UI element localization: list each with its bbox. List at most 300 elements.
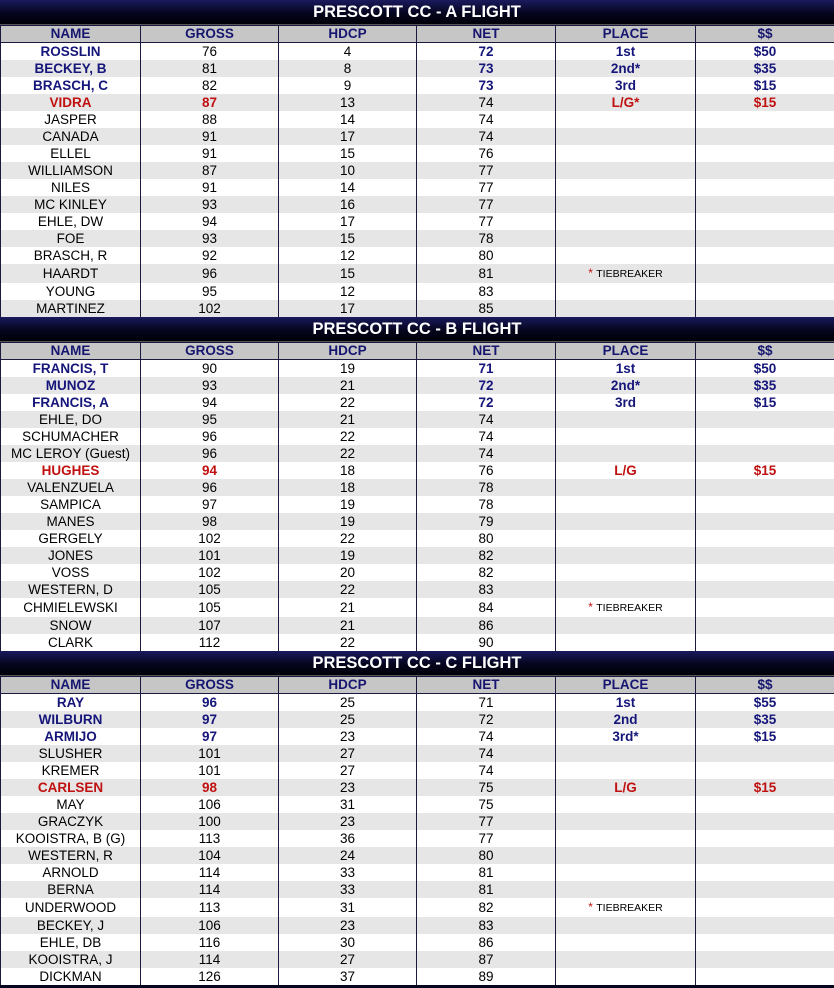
- name-cell: CLARK: [1, 634, 141, 651]
- gross-cell: 98: [141, 513, 279, 530]
- table-row: [1, 830, 834, 847]
- table-row: [1, 779, 834, 796]
- place-cell: [556, 864, 696, 881]
- table-row: [1, 230, 834, 247]
- hdcp-cell: 23: [279, 917, 417, 934]
- name-cell: SAMPICA: [1, 496, 141, 513]
- gross-cell: 114: [141, 881, 279, 898]
- name-cell: HUGHES: [1, 462, 141, 479]
- place-cell: L/G: [556, 462, 696, 479]
- hdcp-cell: 30: [279, 934, 417, 951]
- money-cell: [696, 530, 834, 547]
- place-cell: 3rd*: [556, 728, 696, 745]
- hdcp-cell: 19: [279, 496, 417, 513]
- money-cell: [696, 564, 834, 581]
- flight-section: [0, 317, 834, 651]
- place-cell: [556, 128, 696, 145]
- gross-cell: 97: [141, 728, 279, 745]
- table-row: [1, 762, 834, 779]
- net-cell: 89: [417, 968, 556, 985]
- place-cell: [556, 162, 696, 179]
- tiebreaker-label: TIEBREAKER: [596, 602, 663, 614]
- hdcp-cell: 23: [279, 779, 417, 796]
- name-cell: SNOW: [1, 617, 141, 634]
- name-cell: BECKEY, J: [1, 917, 141, 934]
- gross-cell: 93: [141, 230, 279, 247]
- net-cell: 90: [417, 634, 556, 651]
- net-cell: 86: [417, 934, 556, 951]
- hdcp-cell: 21: [279, 598, 417, 617]
- net-cell: 80: [417, 530, 556, 547]
- money-cell: [696, 479, 834, 496]
- gross-cell: 105: [141, 581, 279, 598]
- net-cell: 83: [417, 917, 556, 934]
- money-cell: [696, 213, 834, 230]
- gross-cell: 112: [141, 634, 279, 651]
- table-row: [1, 934, 834, 951]
- money-cell: $35: [696, 60, 834, 77]
- table-row: [1, 513, 834, 530]
- net-cell: 77: [417, 213, 556, 230]
- net-cell: 75: [417, 796, 556, 813]
- money-cell: $15: [696, 77, 834, 94]
- net-cell: 75: [417, 779, 556, 796]
- table-row: [1, 564, 834, 581]
- place-cell: [556, 479, 696, 496]
- net-cell: 82: [417, 898, 556, 917]
- net-cell: 71: [417, 360, 556, 378]
- name-cell: WESTERN, D: [1, 581, 141, 598]
- name-cell: KOOISTRA, B (G): [1, 830, 141, 847]
- name-cell: BERNA: [1, 881, 141, 898]
- hdcp-cell: 10: [279, 162, 417, 179]
- money-cell: [696, 581, 834, 598]
- money-cell: $15: [696, 394, 834, 411]
- net-cell: 87: [417, 951, 556, 968]
- net-cell: 73: [417, 60, 556, 77]
- place-cell: [556, 247, 696, 264]
- place-cell: [556, 634, 696, 651]
- net-cell: 85: [417, 300, 556, 317]
- hdcp-cell: 12: [279, 283, 417, 300]
- place-cell: [556, 145, 696, 162]
- net-cell: 78: [417, 496, 556, 513]
- column-header-hdcp: HDCP: [279, 26, 417, 43]
- place-cell: [556, 898, 696, 917]
- gross-cell: 105: [141, 598, 279, 617]
- hdcp-cell: 14: [279, 111, 417, 128]
- name-cell: BECKEY, B: [1, 60, 141, 77]
- place-cell: 2nd: [556, 711, 696, 728]
- table-row: [1, 711, 834, 728]
- gross-cell: 94: [141, 394, 279, 411]
- hdcp-cell: 15: [279, 145, 417, 162]
- header-row: [1, 343, 834, 360]
- place-cell: L/G: [556, 779, 696, 796]
- gross-cell: 98: [141, 779, 279, 796]
- place-cell: [556, 951, 696, 968]
- net-cell: 74: [417, 762, 556, 779]
- table-row: [1, 128, 834, 145]
- net-cell: 74: [417, 111, 556, 128]
- name-cell: VIDRA: [1, 94, 141, 111]
- hdcp-cell: 22: [279, 394, 417, 411]
- name-cell: FRANCIS, T: [1, 360, 141, 378]
- name-cell: ELLEL: [1, 145, 141, 162]
- hdcp-cell: 16: [279, 196, 417, 213]
- money-cell: [696, 283, 834, 300]
- gross-cell: 96: [141, 428, 279, 445]
- hdcp-cell: 21: [279, 617, 417, 634]
- flight-section: [0, 651, 834, 985]
- gross-cell: 96: [141, 479, 279, 496]
- net-cell: 71: [417, 694, 556, 712]
- net-cell: 74: [417, 94, 556, 111]
- gross-cell: 113: [141, 898, 279, 917]
- gross-cell: 106: [141, 917, 279, 934]
- money-cell: [696, 128, 834, 145]
- name-cell: WILLIAMSON: [1, 162, 141, 179]
- gross-cell: 81: [141, 60, 279, 77]
- table-row: [1, 179, 834, 196]
- table-row: [1, 881, 834, 898]
- place-cell: 3rd: [556, 77, 696, 94]
- tiebreaker-label: TIEBREAKER: [596, 268, 663, 280]
- money-cell: [696, 745, 834, 762]
- name-cell: UNDERWOOD: [1, 898, 141, 917]
- place-cell: [556, 813, 696, 830]
- money-cell: [696, 968, 834, 985]
- name-cell: SCHUMACHER: [1, 428, 141, 445]
- hdcp-cell: 18: [279, 462, 417, 479]
- hdcp-cell: 27: [279, 762, 417, 779]
- name-cell: GERGELY: [1, 530, 141, 547]
- tiebreaker-note: [588, 902, 663, 914]
- gross-cell: 87: [141, 94, 279, 111]
- table-row: [1, 634, 834, 651]
- table-row: [1, 917, 834, 934]
- flight-title: PRESCOTT CC - A FLIGHT: [0, 0, 834, 25]
- hdcp-cell: 19: [279, 360, 417, 378]
- place-cell: [556, 881, 696, 898]
- name-cell: KREMER: [1, 762, 141, 779]
- place-cell: [556, 934, 696, 951]
- gross-cell: 102: [141, 530, 279, 547]
- net-cell: 73: [417, 77, 556, 94]
- table-row: [1, 547, 834, 564]
- hdcp-cell: 22: [279, 634, 417, 651]
- net-cell: 77: [417, 830, 556, 847]
- name-cell: MC KINLEY: [1, 196, 141, 213]
- money-cell: [696, 796, 834, 813]
- name-cell: DICKMAN: [1, 968, 141, 985]
- gross-cell: 93: [141, 377, 279, 394]
- money-cell: [696, 830, 834, 847]
- money-cell: [696, 598, 834, 617]
- gross-cell: 91: [141, 128, 279, 145]
- hdcp-cell: 22: [279, 445, 417, 462]
- hdcp-cell: 22: [279, 530, 417, 547]
- net-cell: 80: [417, 247, 556, 264]
- name-cell: WESTERN, R: [1, 847, 141, 864]
- place-cell: [556, 230, 696, 247]
- money-cell: $50: [696, 360, 834, 378]
- gross-cell: 102: [141, 300, 279, 317]
- net-cell: 81: [417, 881, 556, 898]
- hdcp-cell: 21: [279, 411, 417, 428]
- name-cell: MC LEROY (Guest): [1, 445, 141, 462]
- net-cell: 80: [417, 847, 556, 864]
- gross-cell: 94: [141, 462, 279, 479]
- table-row: [1, 300, 834, 317]
- gross-cell: 114: [141, 951, 279, 968]
- place-cell: [556, 445, 696, 462]
- net-cell: 84: [417, 598, 556, 617]
- table-row: [1, 479, 834, 496]
- place-cell: [556, 213, 696, 230]
- hdcp-cell: 4: [279, 43, 417, 61]
- money-cell: [696, 496, 834, 513]
- table-row: [1, 377, 834, 394]
- hdcp-cell: 23: [279, 813, 417, 830]
- money-cell: [696, 428, 834, 445]
- money-cell: $50: [696, 43, 834, 61]
- hdcp-cell: 20: [279, 564, 417, 581]
- gross-cell: 126: [141, 968, 279, 985]
- place-cell: [556, 847, 696, 864]
- net-cell: 81: [417, 864, 556, 881]
- money-cell: $15: [696, 94, 834, 111]
- table-row: [1, 94, 834, 111]
- name-cell: VALENZUELA: [1, 479, 141, 496]
- column-header-net: NET: [417, 677, 556, 694]
- tiebreaker-note: [588, 268, 663, 280]
- gross-cell: 96: [141, 694, 279, 712]
- place-cell: [556, 617, 696, 634]
- place-cell: L/G*: [556, 94, 696, 111]
- money-cell: [696, 247, 834, 264]
- column-header-money: $$: [696, 343, 834, 360]
- money-cell: $35: [696, 711, 834, 728]
- table-row: [1, 745, 834, 762]
- net-cell: 83: [417, 581, 556, 598]
- net-cell: 81: [417, 264, 556, 283]
- money-cell: [696, 179, 834, 196]
- hdcp-cell: 37: [279, 968, 417, 985]
- money-cell: [696, 300, 834, 317]
- net-cell: 77: [417, 179, 556, 196]
- hdcp-cell: 17: [279, 213, 417, 230]
- gross-cell: 106: [141, 796, 279, 813]
- gross-cell: 91: [141, 145, 279, 162]
- column-header-net: NET: [417, 343, 556, 360]
- table-row: [1, 264, 834, 283]
- place-cell: [556, 283, 696, 300]
- name-cell: CHMIELEWSKI: [1, 598, 141, 617]
- tiebreaker-label: TIEBREAKER: [596, 902, 663, 914]
- place-cell: [556, 581, 696, 598]
- place-cell: 3rd: [556, 394, 696, 411]
- table-row: [1, 162, 834, 179]
- gross-cell: 97: [141, 711, 279, 728]
- flight-title: PRESCOTT CC - B FLIGHT: [0, 317, 834, 342]
- table-row: [1, 813, 834, 830]
- asterisk-icon: *: [588, 900, 596, 914]
- hdcp-cell: 27: [279, 951, 417, 968]
- asterisk-icon: *: [588, 266, 596, 280]
- name-cell: BRASCH, R: [1, 247, 141, 264]
- money-cell: [696, 513, 834, 530]
- table-row: [1, 728, 834, 745]
- money-cell: [696, 547, 834, 564]
- column-header-money: $$: [696, 677, 834, 694]
- hdcp-cell: 24: [279, 847, 417, 864]
- column-header-name: NAME: [1, 343, 141, 360]
- name-cell: BRASCH, C: [1, 77, 141, 94]
- net-cell: 77: [417, 813, 556, 830]
- gross-cell: 104: [141, 847, 279, 864]
- gross-cell: 100: [141, 813, 279, 830]
- table-row: [1, 77, 834, 94]
- column-header-hdcp: HDCP: [279, 677, 417, 694]
- name-cell: JASPER: [1, 111, 141, 128]
- table-row: [1, 898, 834, 917]
- place-cell: [556, 762, 696, 779]
- flight-section: [0, 0, 834, 317]
- name-cell: CARLSEN: [1, 779, 141, 796]
- place-cell: [556, 917, 696, 934]
- money-cell: [696, 917, 834, 934]
- table-row: [1, 462, 834, 479]
- gross-cell: 95: [141, 283, 279, 300]
- table-row: [1, 598, 834, 617]
- table-row: [1, 360, 834, 378]
- gross-cell: 101: [141, 745, 279, 762]
- name-cell: MAY: [1, 796, 141, 813]
- gross-cell: 96: [141, 445, 279, 462]
- name-cell: MANES: [1, 513, 141, 530]
- place-cell: [556, 411, 696, 428]
- table-row: [1, 111, 834, 128]
- money-cell: [696, 951, 834, 968]
- header-row: [1, 26, 834, 43]
- gross-cell: 91: [141, 179, 279, 196]
- money-cell: [696, 864, 834, 881]
- name-cell: CANADA: [1, 128, 141, 145]
- column-header-gross: GROSS: [141, 26, 279, 43]
- hdcp-cell: 27: [279, 745, 417, 762]
- hdcp-cell: 15: [279, 264, 417, 283]
- table-row: [1, 847, 834, 864]
- gross-cell: 114: [141, 864, 279, 881]
- gross-cell: 90: [141, 360, 279, 378]
- money-cell: $15: [696, 728, 834, 745]
- gross-cell: 92: [141, 247, 279, 264]
- net-cell: 86: [417, 617, 556, 634]
- table-row: [1, 496, 834, 513]
- gross-cell: 82: [141, 77, 279, 94]
- header-row: [1, 677, 834, 694]
- net-cell: 74: [417, 128, 556, 145]
- table-row: [1, 213, 834, 230]
- place-cell: [556, 264, 696, 283]
- gross-cell: 94: [141, 213, 279, 230]
- name-cell: RAY: [1, 694, 141, 712]
- net-cell: 72: [417, 394, 556, 411]
- place-cell: 2nd*: [556, 377, 696, 394]
- hdcp-cell: 18: [279, 479, 417, 496]
- table-row: [1, 196, 834, 213]
- place-cell: [556, 179, 696, 196]
- gross-cell: 101: [141, 762, 279, 779]
- column-header-place: PLACE: [556, 677, 696, 694]
- hdcp-cell: 15: [279, 230, 417, 247]
- column-header-name: NAME: [1, 26, 141, 43]
- hdcp-cell: 33: [279, 864, 417, 881]
- place-cell: [556, 196, 696, 213]
- table-row: [1, 145, 834, 162]
- hdcp-cell: 14: [279, 179, 417, 196]
- gross-cell: 88: [141, 111, 279, 128]
- place-cell: [556, 598, 696, 617]
- hdcp-cell: 31: [279, 796, 417, 813]
- net-cell: 74: [417, 411, 556, 428]
- money-cell: [696, 230, 834, 247]
- net-cell: 77: [417, 162, 556, 179]
- money-cell: [696, 762, 834, 779]
- gross-cell: 113: [141, 830, 279, 847]
- asterisk-icon: *: [588, 600, 596, 614]
- name-cell: EHLE, DW: [1, 213, 141, 230]
- money-cell: [696, 617, 834, 634]
- place-cell: 2nd*: [556, 60, 696, 77]
- name-cell: MARTINEZ: [1, 300, 141, 317]
- money-cell: [696, 196, 834, 213]
- net-cell: 79: [417, 513, 556, 530]
- gross-cell: 96: [141, 264, 279, 283]
- money-cell: $55: [696, 694, 834, 712]
- place-cell: [556, 428, 696, 445]
- table-row: [1, 864, 834, 881]
- money-cell: [696, 445, 834, 462]
- name-cell: VOSS: [1, 564, 141, 581]
- money-cell: $35: [696, 377, 834, 394]
- money-cell: [696, 111, 834, 128]
- hdcp-cell: 19: [279, 547, 417, 564]
- place-cell: [556, 830, 696, 847]
- money-cell: [696, 881, 834, 898]
- name-cell: HAARDT: [1, 264, 141, 283]
- name-cell: GRACZYK: [1, 813, 141, 830]
- place-cell: [556, 300, 696, 317]
- table-row: [1, 617, 834, 634]
- net-cell: 76: [417, 145, 556, 162]
- table-row: [1, 445, 834, 462]
- money-cell: [696, 264, 834, 283]
- table-row: [1, 247, 834, 264]
- hdcp-cell: 25: [279, 694, 417, 712]
- name-cell: NILES: [1, 179, 141, 196]
- place-cell: 1st: [556, 694, 696, 712]
- table-row: [1, 951, 834, 968]
- table-row: [1, 43, 834, 61]
- table-row: [1, 581, 834, 598]
- hdcp-cell: 17: [279, 300, 417, 317]
- column-header-net: NET: [417, 26, 556, 43]
- money-cell: [696, 813, 834, 830]
- name-cell: EHLE, DB: [1, 934, 141, 951]
- money-cell: [696, 145, 834, 162]
